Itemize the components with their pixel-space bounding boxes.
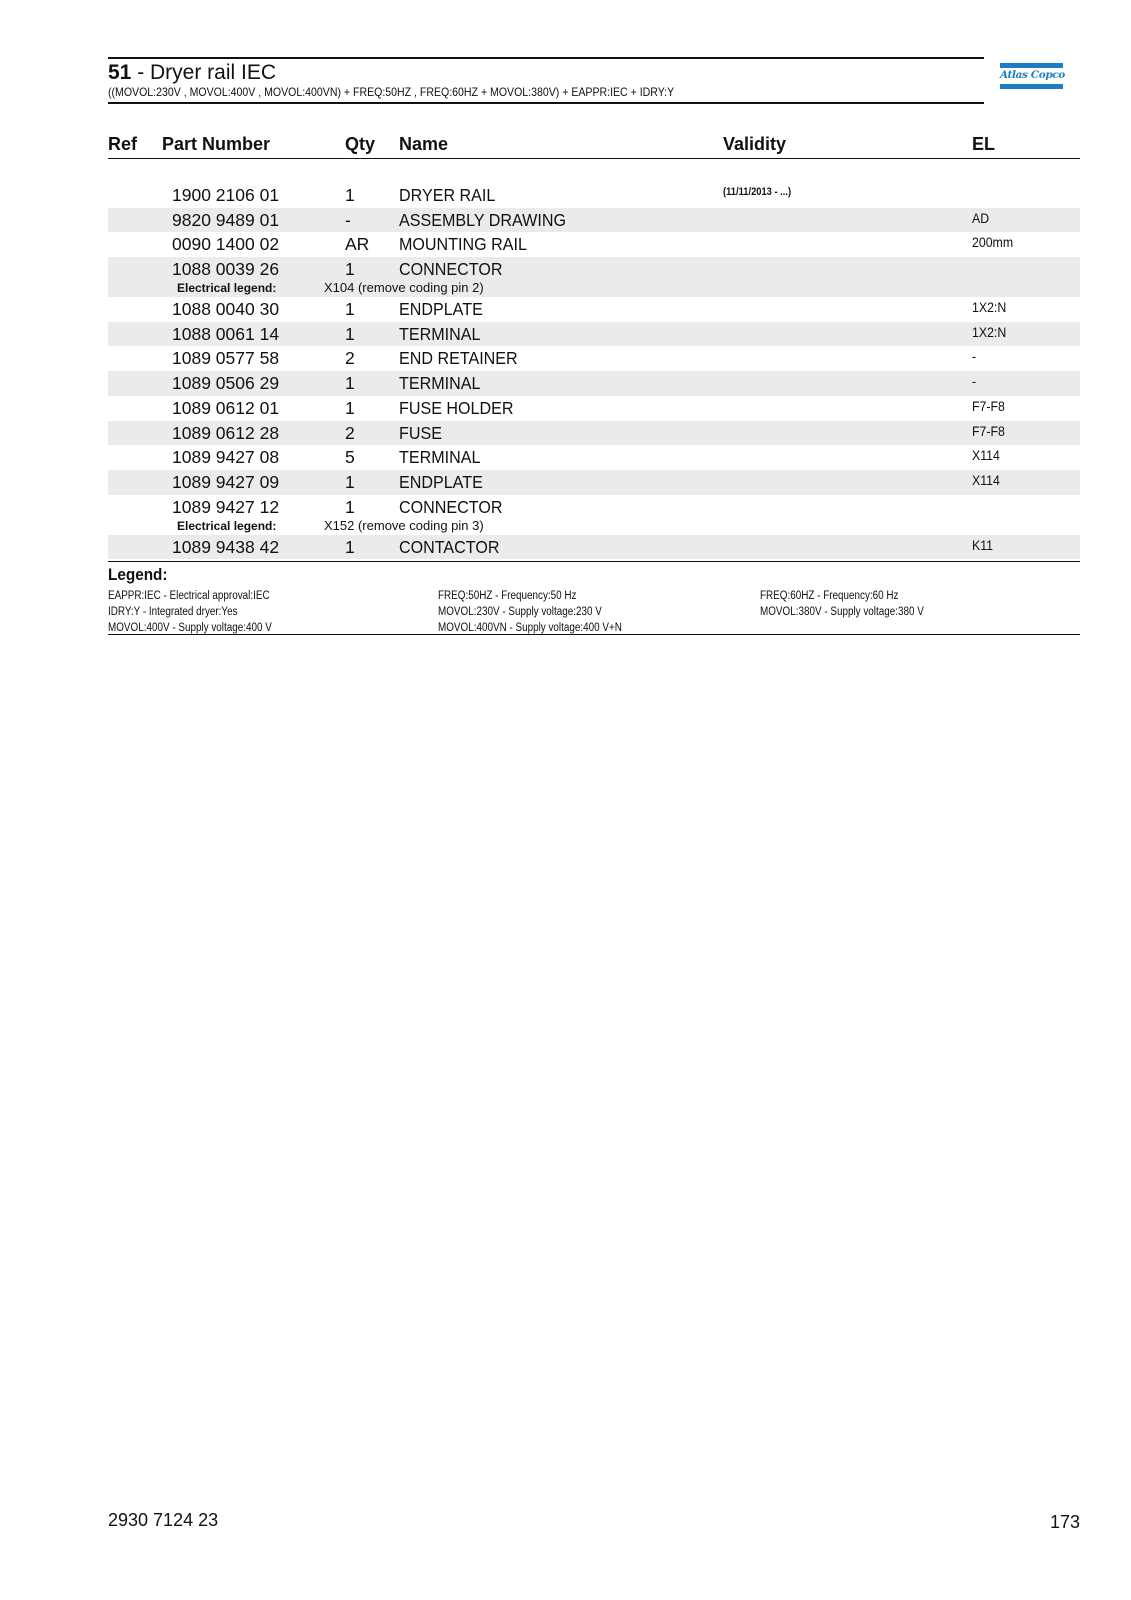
table-row — [108, 232, 1080, 257]
page-number: 173 — [1049, 1512, 1080, 1532]
section-condition: ((MOVOL:230V , MOVOL:400V , MOVOL:400VN) + FREQ:50HZ , FREQ:60HZ + MOVOL:380V) + EAPPR:IEC + IDRY:Y — [108, 85, 675, 99]
part-name: FUSE — [399, 422, 442, 443]
quantity: AR — [345, 234, 370, 255]
part-number: 1900 2106 01 — [172, 185, 280, 205]
part-number: 1089 0612 01 — [172, 397, 280, 418]
el-code: F7-F8 — [972, 422, 1005, 439]
quantity: 1 — [345, 259, 355, 280]
atlas-copco-logo — [1000, 63, 1063, 95]
table-row — [108, 257, 1080, 297]
table-row — [108, 470, 1080, 495]
el-code: AD — [972, 209, 990, 226]
quantity: 1 — [345, 323, 355, 344]
legend-item: IDRY:Y - Integrated dryer:Yes — [108, 606, 238, 618]
electrical-legend-text: X104 (remove coding pin 2) — [324, 280, 484, 296]
electrical-legend-label: Electrical legend: — [177, 281, 277, 296]
part-number: 9820 9489 01 — [172, 209, 280, 230]
part-name: TERMINAL — [399, 447, 481, 468]
part-name: TERMINAL — [399, 373, 481, 394]
quantity: - — [345, 209, 351, 230]
section-header — [108, 57, 984, 104]
quantity: 1 — [345, 536, 355, 557]
quantity: 1 — [345, 496, 355, 517]
legend-title: Legend: — [108, 565, 168, 584]
legend-item: FREQ:60HZ - Frequency:60 Hz — [760, 590, 899, 602]
part-name: ENDPLATE — [399, 299, 483, 320]
legend-section — [108, 561, 1080, 635]
table-row — [108, 183, 1080, 208]
column-header-el: EL — [972, 134, 996, 154]
part-name: MOUNTING RAIL — [399, 234, 527, 255]
section-number: 51 — [108, 61, 132, 84]
el-code: X114 — [972, 471, 1000, 488]
quantity: 1 — [345, 373, 355, 394]
part-name: CONNECTOR — [399, 259, 503, 280]
part-number: 1089 9438 42 — [172, 536, 280, 557]
table-row — [108, 421, 1080, 446]
legend-item: MOVOL:400V - Supply voltage:400 V — [108, 622, 272, 634]
quantity: 2 — [345, 422, 355, 443]
logo-bar-bottom — [1000, 84, 1063, 89]
el-code: 1X2:N — [972, 299, 1007, 316]
table-row — [108, 535, 1080, 560]
legend-item: EAPPR:IEC - Electrical approval:IEC — [108, 590, 270, 602]
legend-item: FREQ:50HZ - Frequency:50 Hz — [438, 590, 577, 602]
quantity: 5 — [345, 447, 355, 468]
column-header-validity: Validity — [723, 134, 787, 154]
document-number: 2930 7124 23 — [108, 1510, 219, 1530]
part-number: 0090 1400 02 — [172, 234, 280, 255]
section-title: - Dryer rail IEC — [131, 61, 277, 84]
table-header — [108, 132, 1080, 159]
part-name: CONTACTOR — [399, 536, 500, 557]
legend-item: MOVOL:400VN - Supply voltage:400 V+N — [438, 622, 622, 634]
part-name: CONNECTOR — [399, 496, 503, 517]
el-code: 1X2:N — [972, 323, 1007, 340]
table-row — [108, 208, 1080, 233]
part-number: 1089 0577 58 — [172, 348, 280, 369]
part-number: 1089 9427 09 — [172, 471, 280, 492]
quantity: 2 — [345, 348, 355, 369]
el-code: F7-F8 — [972, 397, 1005, 414]
part-name: END RETAINER — [399, 348, 518, 369]
validity: (11/11/2013 - ...) — [723, 186, 792, 198]
el-code: - — [972, 373, 977, 390]
el-code: X114 — [972, 447, 1000, 464]
quantity: 1 — [345, 397, 355, 418]
column-header-qty: Qty — [345, 134, 376, 154]
part-number: 1088 0040 30 — [172, 299, 280, 320]
part-name: TERMINAL — [399, 323, 481, 344]
el-code: K11 — [972, 536, 994, 553]
part-name: ASSEMBLY DRAWING — [399, 209, 567, 230]
quantity: 1 — [345, 471, 355, 492]
part-number: 1089 0506 29 — [172, 373, 280, 394]
table-row — [108, 371, 1080, 396]
table-row — [108, 445, 1080, 470]
part-name: DRYER RAIL — [399, 185, 496, 205]
table-row — [108, 322, 1080, 347]
parts-table — [108, 183, 1080, 559]
legend-item: MOVOL:230V - Supply voltage:230 V — [438, 606, 602, 618]
part-name: FUSE HOLDER — [399, 397, 514, 418]
column-header-part-number: Part Number — [162, 134, 271, 154]
legend-item: MOVOL:380V - Supply voltage:380 V — [760, 606, 924, 618]
part-number: 1089 0612 28 — [172, 422, 280, 443]
part-number: 1088 0039 26 — [172, 259, 280, 280]
part-number: 1089 9427 12 — [172, 496, 280, 517]
logo-bar-top — [1000, 63, 1063, 68]
part-number: 1089 9427 08 — [172, 447, 280, 468]
table-row — [108, 346, 1080, 371]
table-row — [108, 495, 1080, 535]
quantity: 1 — [345, 185, 355, 205]
el-code: - — [972, 348, 977, 365]
part-name: ENDPLATE — [399, 471, 483, 492]
logo-text: Atlas Copco — [1000, 69, 1065, 81]
column-header-ref: Ref — [108, 134, 138, 154]
page-title — [108, 60, 984, 85]
column-header-name: Name — [399, 134, 449, 154]
electrical-legend-label: Electrical legend: — [177, 518, 277, 533]
quantity: 1 — [345, 299, 355, 320]
el-code: 200mm — [972, 234, 1014, 251]
table-row — [108, 297, 1080, 322]
electrical-legend-text: X152 (remove coding pin 3) — [324, 517, 484, 533]
part-number: 1088 0061 14 — [172, 323, 280, 344]
table-row — [108, 396, 1080, 421]
